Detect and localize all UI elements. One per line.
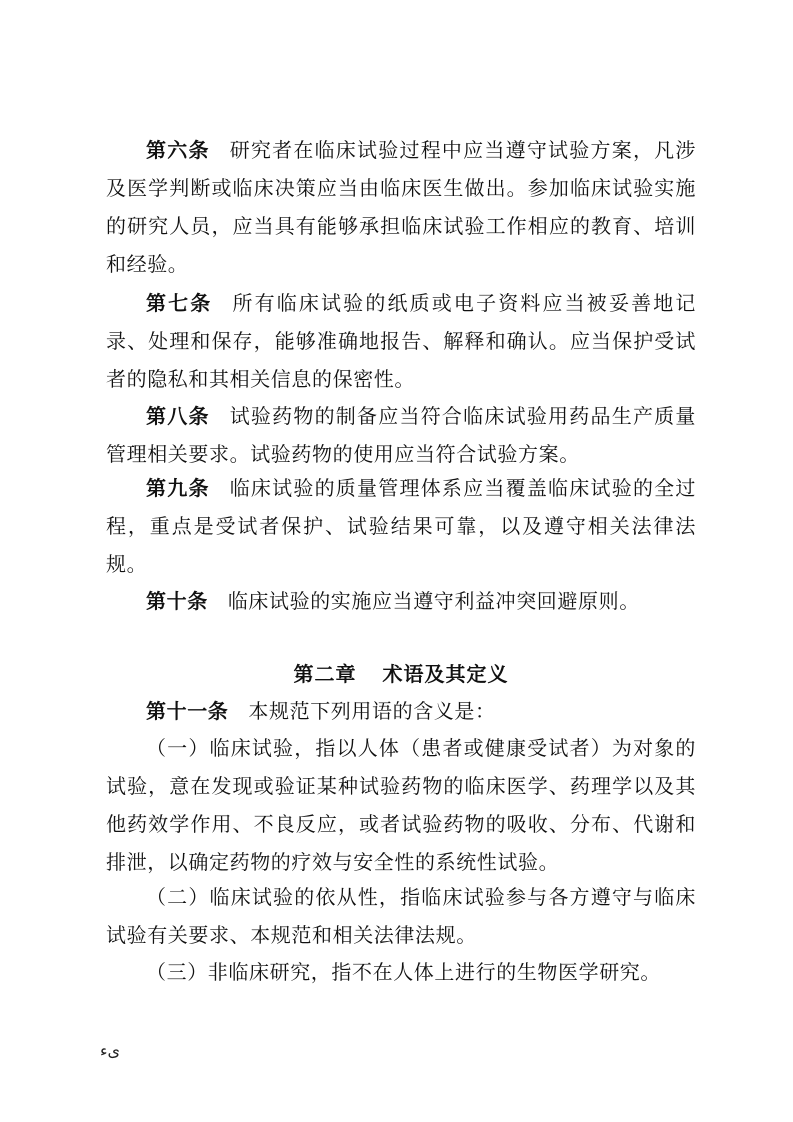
definition-1: （一）临床试验，指以人体（患者或健康受试者）为对象的试验，意在发现或验证某种试验药物的临床医学、药理学以及其他药效学作用、不良反应，或者试验药物的吸收、分布、代谢和排泄，以确定药物的疗效与安全性的系统性试验。: [106, 736, 696, 874]
definition-2: （二）临床试验的依从性，指临床试验参与各方遵守与临床试验有关要求、本规范和相关法律法规。: [106, 885, 696, 947]
article-8-heading: 第八条: [146, 404, 210, 428]
article-10-heading: 第十条: [146, 589, 208, 613]
chapter-number: 第二章: [293, 662, 357, 686]
article-6-text: 研究者在临床试验过程中应当遵守试验方案，凡涉及医学判断或临床决策应当由临床医生做出。参加临床试验实施的研究人员，应当具有能够承担临床试验工作相应的教育、培训和经验。: [106, 138, 696, 276]
article-9: [106, 469, 696, 583]
article-11-heading: 第十一条: [146, 699, 229, 723]
article-8: [106, 397, 696, 473]
footer-mark: ىﺀ: [100, 1041, 121, 1060]
chapter-title: [106, 655, 696, 693]
article-11-text: 本规范下列用语的含义是：: [248, 699, 496, 723]
chapter-name: 术语及其定义: [382, 662, 509, 686]
article-10-text: 临床试验的实施应当遵守利益冲突回避原则。: [227, 589, 640, 613]
definition-3: （三）非临床研究，指不在人体上进行的生物医学研究。: [146, 960, 661, 984]
article-6: [106, 131, 696, 283]
article-9-text: 临床试验的质量管理体系应当覆盖临床试验的全过程，重点是受试者保护、试验结果可靠，以及遵守相关法律法规。: [106, 476, 696, 576]
article-8-text: 试验药物的制备应当符合临床试验用药品生产质量管理相关要求。试验药物的使用应当符合试验方案。: [106, 404, 696, 466]
article-7-heading: 第七条: [146, 291, 213, 315]
article-7: [106, 284, 696, 398]
article-7-text: 所有临床试验的纸质或电子资料应当被妥善地记录、处理和保存，能够准确地报告、解释和确认。应当保护受试者的隐私和其相关信息的保密性。: [106, 291, 696, 391]
article-11: [106, 692, 696, 730]
article-9-heading: 第九条: [146, 476, 210, 500]
article-10: [106, 582, 696, 620]
article-6-heading: 第六条: [146, 138, 210, 162]
